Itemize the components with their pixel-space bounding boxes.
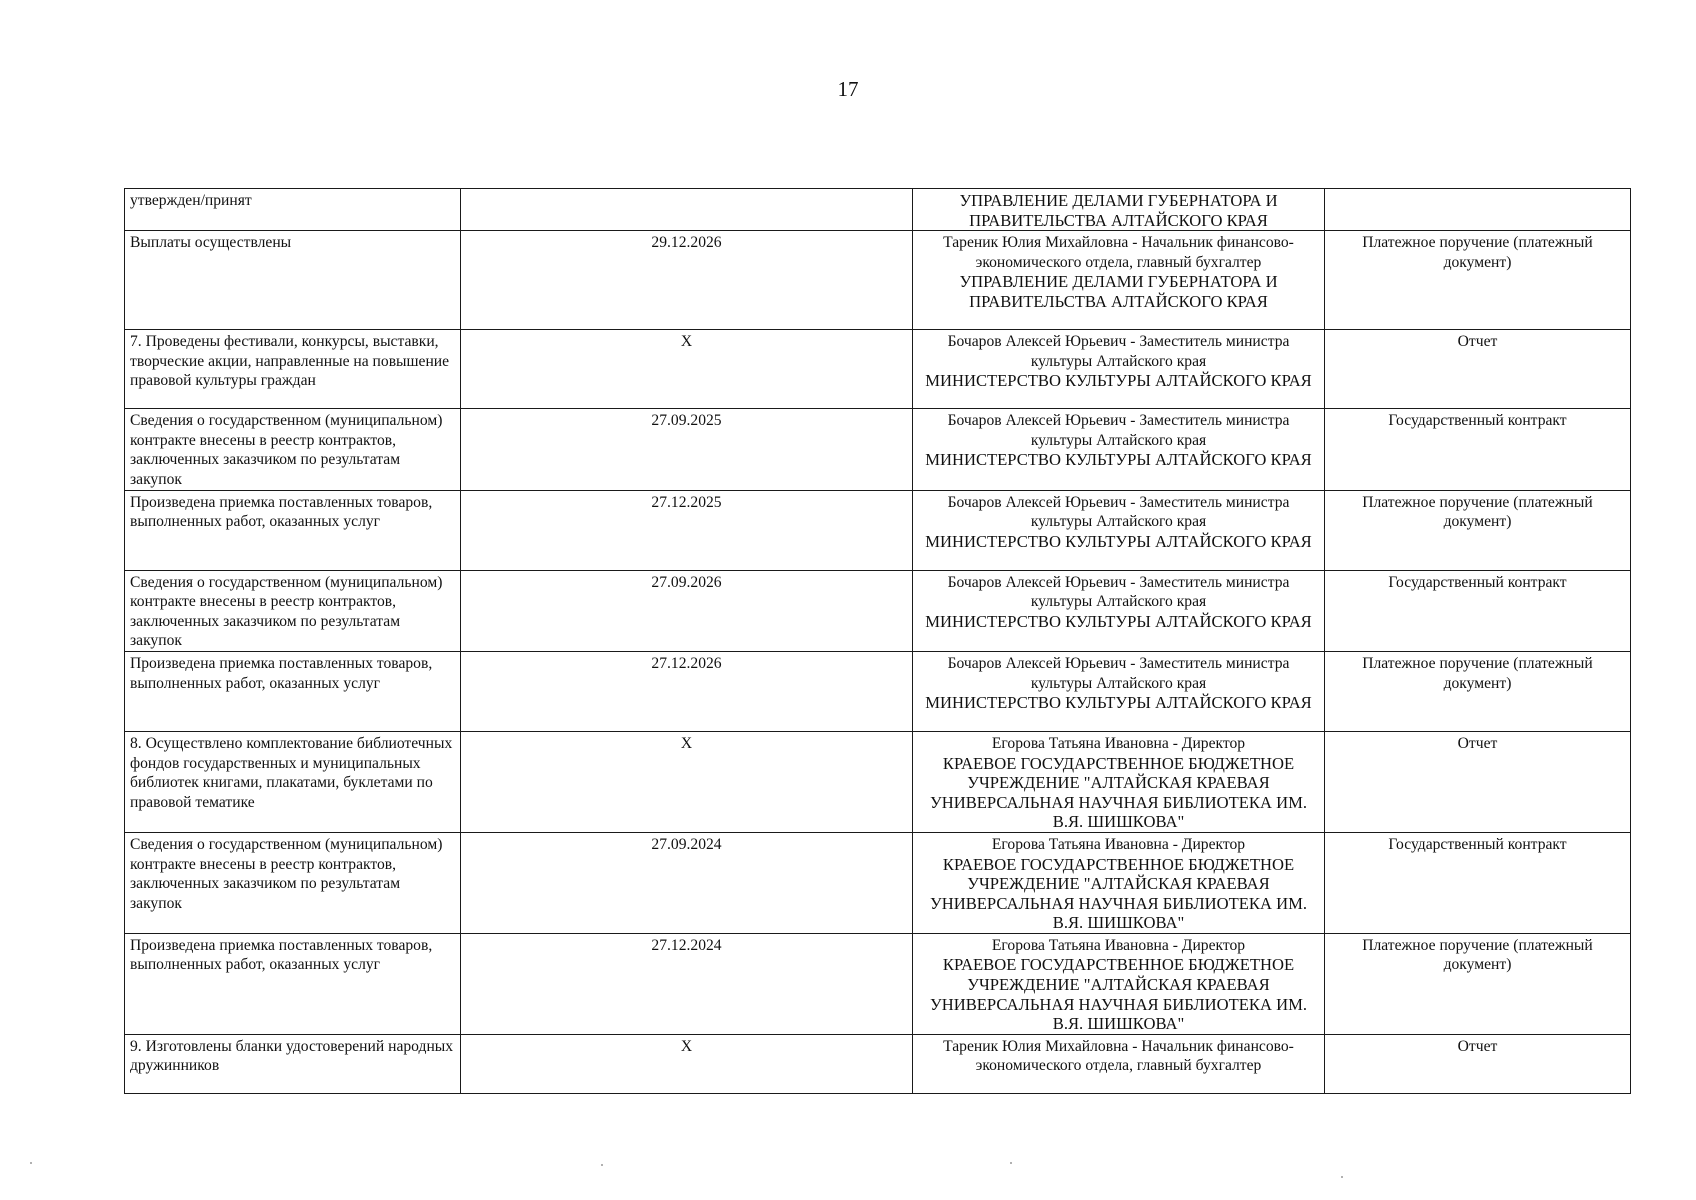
table-row — [125, 231, 1631, 330]
date-cell: X — [461, 731, 913, 832]
date-cell: X — [461, 330, 913, 409]
responsible-person: Егорова Татьяна Ивановна - Директор — [991, 734, 1246, 752]
responsible-cell — [913, 933, 1325, 1034]
activity-cell: Сведения о государственном (муниципальном) контракте внесены в реестр контрактов, заключенных заказчиком по результатам закупок — [125, 409, 461, 490]
responsible-cell — [913, 570, 1325, 651]
document-cell: Платежное поручение (платежный документ) — [1325, 231, 1631, 330]
document-cell: Отчет — [1325, 330, 1631, 409]
table-row — [125, 330, 1631, 409]
activity-cell: Сведения о государственном (муниципальном) контракте внесены в реестр контрактов, заключенных заказчиком по результатам закупок — [125, 832, 461, 933]
responsible-organization: МИНИСТЕРСТВО КУЛЬТУРЫ АЛТАЙСКОГО КРАЯ — [925, 450, 1312, 470]
scan-speck — [30, 1162, 32, 1164]
responsible-organization: МИНИСТЕРСТВО КУЛЬТУРЫ АЛТАЙСКОГО КРАЯ — [925, 371, 1312, 391]
activity-cell: Выплаты осуществлены — [125, 231, 461, 330]
responsible-cell — [913, 189, 1325, 231]
document-cell — [1325, 189, 1631, 231]
page-number: 17 — [837, 77, 859, 101]
activity-cell: 8. Осуществлено комплектование библиотечных фондов государственных и муниципальных библиотек книгами, плакатами, буклетами по правовой тематике — [125, 731, 461, 832]
responsible-cell — [913, 490, 1325, 570]
date-cell: 27.12.2026 — [461, 651, 913, 731]
responsible-organization: КРАЕВОЕ ГОСУДАРСТВЕННОЕ БЮДЖЕТНОЕ УЧРЕЖДЕНИЕ "АЛТАЙСКАЯ КРАЕВАЯ УНИВЕРСАЛЬНАЯ НАУЧНАЯ БИБЛИОТЕКА ИМ. В.Я. ШИШКОВА" — [930, 753, 1307, 832]
responsible-person: Тареник Юлия Михайловна - Начальник финансово-экономического отдела, главный бухгалтер — [943, 1037, 1294, 1075]
responsible-person: Бочаров Алексей Юрьевич - Заместитель министра культуры Алтайского края — [947, 412, 1290, 449]
responsible-person: Бочаров Алексей Юрьевич - Заместитель министра культуры Алтайского края — [947, 573, 1290, 611]
document-cell: Платежное поручение (платежный документ) — [1325, 651, 1631, 731]
responsible-cell — [913, 731, 1325, 832]
document-cell: Государственный контракт — [1325, 832, 1631, 933]
responsible-cell — [913, 330, 1325, 409]
responsible-person: Тареник Юлия Михайловна - Начальник финансово-экономического отдела, главный бухгалтер — [943, 234, 1294, 271]
responsible-cell — [913, 1034, 1325, 1093]
date-cell: X — [461, 1034, 913, 1093]
scan-speck — [1010, 1162, 1012, 1164]
table-row — [125, 1034, 1631, 1093]
document-cell: Отчет — [1325, 1034, 1631, 1093]
responsible-person: Егорова Татьяна Ивановна - Директор — [991, 835, 1246, 853]
table-row — [125, 933, 1631, 1034]
date-cell: 27.09.2026 — [461, 570, 913, 651]
responsible-person: Бочаров Алексей Юрьевич - Заместитель министра культуры Алтайского края — [947, 654, 1290, 692]
table-row — [125, 651, 1631, 731]
control-points-table — [124, 188, 1631, 1094]
activity-cell: 7. Проведены фестивали, конкурсы, выставки, творческие акции, направленные на повышение правовой культуры граждан — [125, 330, 461, 409]
date-cell — [461, 189, 913, 231]
activity-cell: 9. Изготовлены бланки удостоверений народных дружинников — [125, 1034, 461, 1093]
responsible-person: Бочаров Алексей Юрьевич - Заместитель министра культуры Алтайского края — [947, 493, 1290, 531]
document-cell: Государственный контракт — [1325, 409, 1631, 490]
responsible-person: Егорова Татьяна Ивановна - Директор — [991, 936, 1246, 954]
table-row — [125, 409, 1631, 490]
date-cell: 27.12.2024 — [461, 933, 913, 1034]
date-cell: 27.12.2025 — [461, 490, 913, 570]
responsible-organization: КРАЕВОЕ ГОСУДАРСТВЕННОЕ БЮДЖЕТНОЕ УЧРЕЖДЕНИЕ "АЛТАЙСКАЯ КРАЕВАЯ УНИВЕРСАЛЬНАЯ НАУЧНАЯ БИБЛИОТЕКА ИМ. В.Я. ШИШКОВА" — [930, 955, 1307, 1034]
table-row — [125, 189, 1631, 231]
activity-cell: утвержден/принят — [125, 189, 461, 231]
table-row — [125, 832, 1631, 933]
responsible-cell — [913, 832, 1325, 933]
date-cell: 27.09.2025 — [461, 409, 913, 490]
document-cell: Платежное поручение (платежный документ) — [1325, 490, 1631, 570]
activity-cell: Произведена приемка поставленных товаров, выполненных работ, оказанных услуг — [125, 490, 461, 570]
date-cell: 27.09.2024 — [461, 832, 913, 933]
document-cell: Отчет — [1325, 731, 1631, 832]
activity-cell: Произведена приемка поставленных товаров, выполненных работ, оказанных услуг — [125, 651, 461, 731]
scan-speck — [1341, 1176, 1343, 1178]
scan-speck — [601, 1164, 603, 1166]
activity-cell: Произведена приемка поставленных товаров, выполненных работ, оказанных услуг — [125, 933, 461, 1034]
table-row — [125, 570, 1631, 651]
date-cell: 29.12.2026 — [461, 231, 913, 330]
responsible-organization: МИНИСТЕРСТВО КУЛЬТУРЫ АЛТАЙСКОГО КРАЯ — [925, 531, 1312, 551]
responsible-organization: МИНИСТЕРСТВО КУЛЬТУРЫ АЛТАЙСКОГО КРАЯ — [925, 693, 1312, 713]
table-row — [125, 490, 1631, 570]
responsible-organization: КРАЕВОЕ ГОСУДАРСТВЕННОЕ БЮДЖЕТНОЕ УЧРЕЖДЕНИЕ "АЛТАЙСКАЯ КРАЕВАЯ УНИВЕРСАЛЬНАЯ НАУЧНАЯ БИБЛИОТЕКА ИМ. В.Я. ШИШКОВА" — [930, 854, 1307, 933]
responsible-cell — [913, 409, 1325, 490]
document-cell: Государственный контракт — [1325, 570, 1631, 651]
responsible-organization: УПРАВЛЕНИЕ ДЕЛАМИ ГУБЕРНАТОРА И ПРАВИТЕЛЬСТВА АЛТАЙСКОГО КРАЯ — [959, 191, 1278, 230]
activity-cell: Сведения о государственном (муниципальном) контракте внесены в реестр контрактов, заключенных заказчиком по результатам закупок — [125, 570, 461, 651]
responsible-organization: УПРАВЛЕНИЕ ДЕЛАМИ ГУБЕРНАТОРА И ПРАВИТЕЛЬСТВА АЛТАЙСКОГО КРАЯ — [959, 272, 1278, 311]
document-cell: Платежное поручение (платежный документ) — [1325, 933, 1631, 1034]
responsible-cell — [913, 231, 1325, 330]
responsible-person: Бочаров Алексей Юрьевич - Заместитель министра культуры Алтайского края — [947, 333, 1290, 370]
responsible-cell — [913, 651, 1325, 731]
table-row — [125, 731, 1631, 832]
responsible-organization: МИНИСТЕРСТВО КУЛЬТУРЫ АЛТАЙСКОГО КРАЯ — [925, 611, 1312, 631]
